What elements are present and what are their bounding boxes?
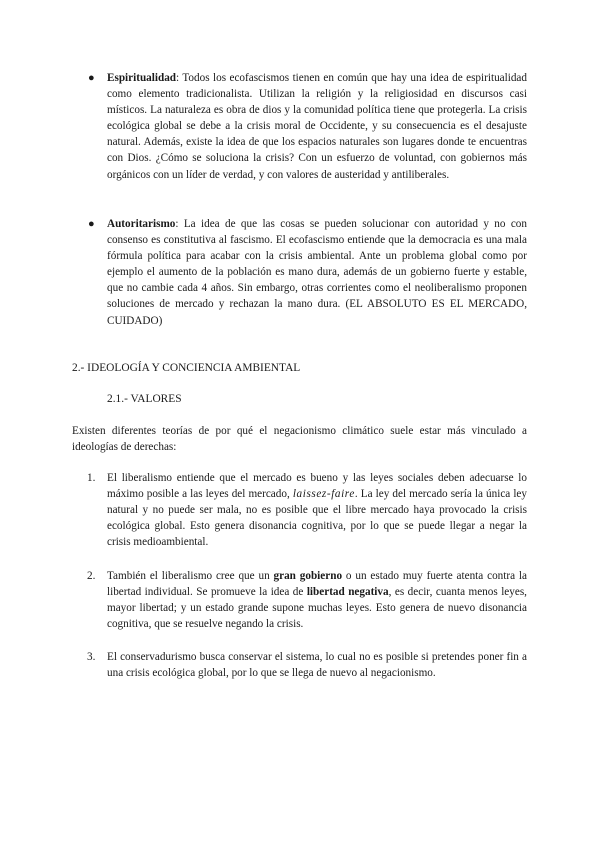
list-number: 1. bbox=[87, 472, 96, 484]
list-item-1 bbox=[87, 470, 527, 550]
bullet-term: Espiritualidad bbox=[107, 72, 177, 84]
bullet-paragraph bbox=[107, 216, 527, 329]
intro-paragraph bbox=[72, 423, 527, 455]
list-item-text bbox=[107, 470, 527, 550]
bold-term: libertad negativa bbox=[306, 586, 389, 599]
italic-term: laissez-faire bbox=[292, 488, 355, 501]
list-item-2 bbox=[87, 568, 528, 632]
bold-term: gran gobierno bbox=[273, 570, 343, 582]
section-heading: 2.- IDEOLOGÍA Y CONCIENCIA AMBIENTAL bbox=[72, 362, 301, 374]
bullet-autoritarismo bbox=[88, 216, 527, 329]
bullet-espiritualidad bbox=[88, 70, 527, 183]
list-text-part: o un estado muy fuerte atenta contra la libertad individual. Se promueve la idea de bbox=[107, 570, 528, 599]
list-item-3 bbox=[87, 649, 527, 681]
bullet-text: : Todos los ecofascismos tienen en común que hay una idea de espiritualidad como elemento tradicionalista. Utilizan la religión y la religiosidad en discursos casi místicos. La naturaleza es obra de dios y la comunidad política tiene que protegerla. La crisis ecológica global se debe a la crisis moral de Occidente, y su consecuencia es el desajuste natural. Además, existe la idea de que los espacios naturales son lugares donde te encuentras con Dios. ¿Cómo se soluciona la crisis? Con un esfuerzo de voluntad, con gobiernos más orgánicos con un líder de verdad, y con valores de austeridad y antiliberales. bbox=[107, 72, 527, 181]
list-text-part: El conservadurismo busca conservar el sistema, lo cual no es posible si pretendes poner fin a una crisis ecológica global, por lo que se llega de nuevo al negacionismo. bbox=[107, 651, 527, 680]
list-item-text bbox=[107, 649, 527, 681]
list-text-part: También el liberalismo cree que un bbox=[107, 570, 274, 582]
list-text-part: . La ley del mercado sería la única ley natural y no puede ser mala, no es posible que el libre mercado haya provocado la crisis ecológica global. Esto genera disonancia cognitiva, por lo que se puede llegar a negar la crisis medioambiental. bbox=[107, 488, 527, 549]
bullet-dot-icon: ● bbox=[88, 72, 95, 84]
list-text-part: , es decir, cuanta menos leyes, mayor libertad; y un estado grande supone muchas leyes. Esto genera de nuevo disonancia cognitiva, que se resuelve negando la crisis. bbox=[107, 586, 527, 631]
list-item-text bbox=[107, 568, 527, 632]
bullet-paragraph bbox=[107, 70, 527, 183]
bullet-text: : La idea de que las cosas se pueden solucionar con autoridad y no con consenso es constitutiva al fascismo. El ecofascismo entiende que la democracia es una mala fórmula política para acabar con la crisis ambiental. Ante un problema global como por ejemplo el aumento de la población es mano dura, además de un gobierno fuerte y estable, que no cambie cada 4 años. Sin embargo, otras corrientes como el neoliberalismo proponen soluciones de mercado y rechazan la mano dura. (EL ABSOLUTO ES EL MERCADO, CUIDADO) bbox=[107, 218, 527, 327]
list-number: 2. bbox=[87, 570, 96, 582]
intro-text: Existen diferentes teorías de por qué el negacionismo climático suele estar más vinculado a ideologías de derechas: bbox=[72, 425, 527, 454]
subsection-heading: 2.1.- VALORES bbox=[107, 393, 182, 405]
bullet-dot-icon: ● bbox=[88, 218, 95, 230]
list-text-part: El liberalismo entiende que el mercado es bueno y las leyes sociales deben adecuarse lo máximo posible a las leyes del mercado, bbox=[107, 472, 527, 501]
bullet-term: Autoritarismo bbox=[107, 218, 176, 230]
list-number: 3. bbox=[87, 651, 96, 663]
